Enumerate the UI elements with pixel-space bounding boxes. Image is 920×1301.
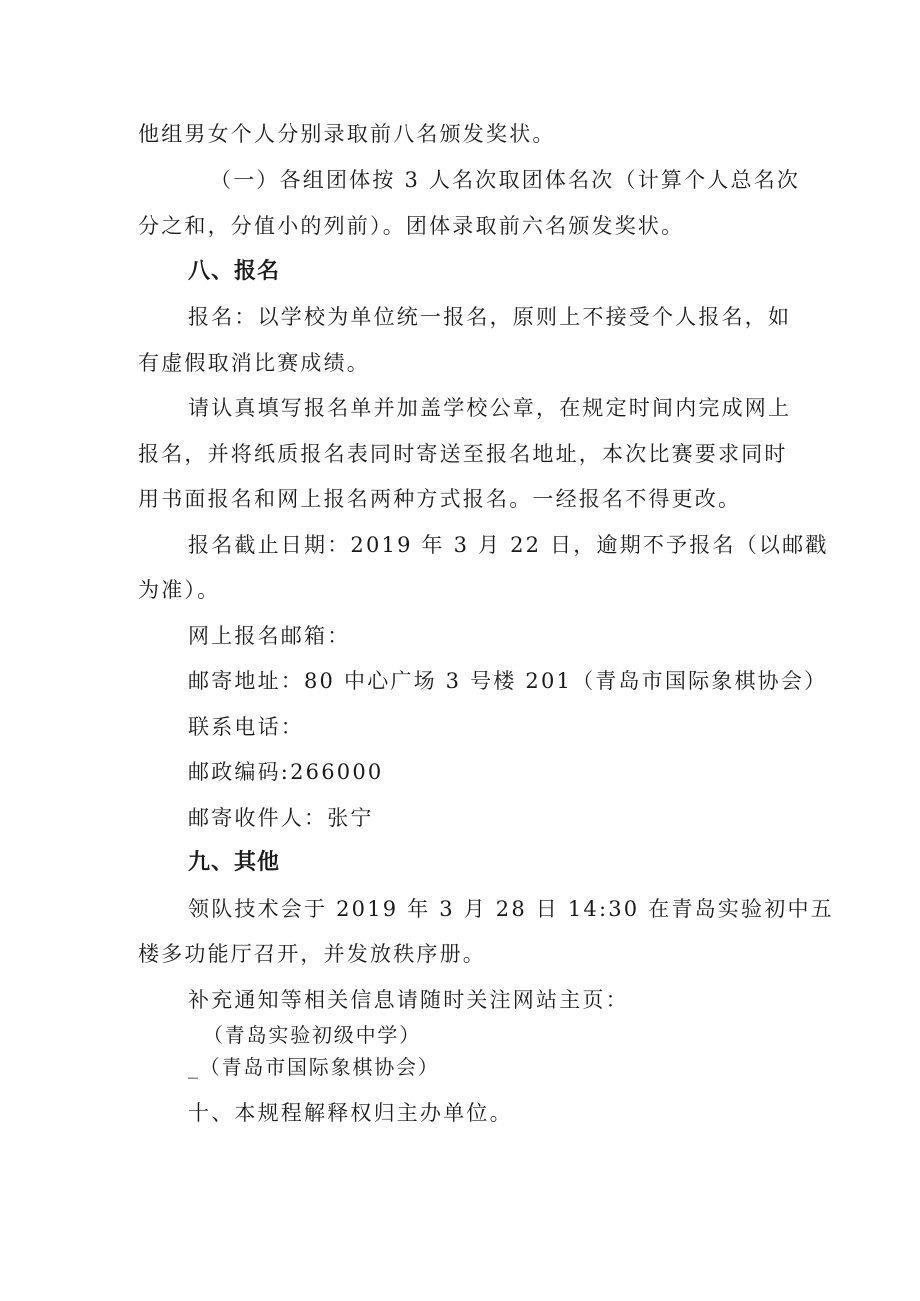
paragraph-line: （一）各组团体按 3 人名次取团体名次（计算个人总名次 — [210, 168, 801, 192]
paragraph-line: 报名：以学校为单位统一报名，原则上不接受个人报名，如 — [188, 305, 792, 329]
paragraph-line: 为准）。 — [138, 578, 221, 602]
postal-code: 邮政编码:266000 — [188, 760, 384, 784]
paragraph-line: 他组男女个人分别录取前八名颁发奖状。 — [138, 122, 556, 146]
paragraph-line: 十、本规程解释权归主办单位。 — [188, 1101, 513, 1125]
paragraph-line: 补充通知等相关信息请随时关注网站主页： — [188, 988, 629, 1012]
paragraph-line: 用书面报名和网上报名两种方式报名。一经报名不得更改。 — [138, 487, 742, 511]
website-school: （青岛实验初级中学） — [203, 1023, 421, 1047]
paragraph-line: 有虚假取消比赛成绩。 — [138, 351, 370, 375]
paragraph-line: 报名，并将纸质报名表同时寄送至报名地址，本次比赛要求同时 — [138, 442, 788, 466]
section-heading-other: 九、其他 — [188, 850, 281, 875]
registration-email-label: 网上报名邮箱： — [188, 624, 351, 648]
mailing-address: 邮寄地址：80 中心广场 3 号楼 201（青岛市国际象棋协会） — [188, 669, 828, 693]
website-association: _（青岛市国际象棋协会） — [188, 1055, 440, 1079]
paragraph-line: 分之和，分值小的列前）。团体录取前六名颁发奖状。 — [138, 214, 685, 238]
paragraph-line: 报名截止日期：2019 年 3 月 22 日，逾期不予报名（以邮戳 — [188, 533, 829, 557]
paragraph-line: 请认真填写报名单并加盖学校公章，在规定时间内完成网上 — [188, 396, 792, 420]
paragraph-line: 领队技术会于 2019 年 3 月 28 日 14:30 在青岛实验初中五 — [188, 897, 834, 921]
paragraph-line: 楼多功能厅召开，并发放秩序册。 — [138, 942, 486, 966]
section-heading-registration: 八、报名 — [188, 259, 281, 284]
contact-phone-label: 联系电话： — [188, 715, 304, 739]
mail-recipient: 邮寄收件人：张宁 — [188, 806, 374, 830]
